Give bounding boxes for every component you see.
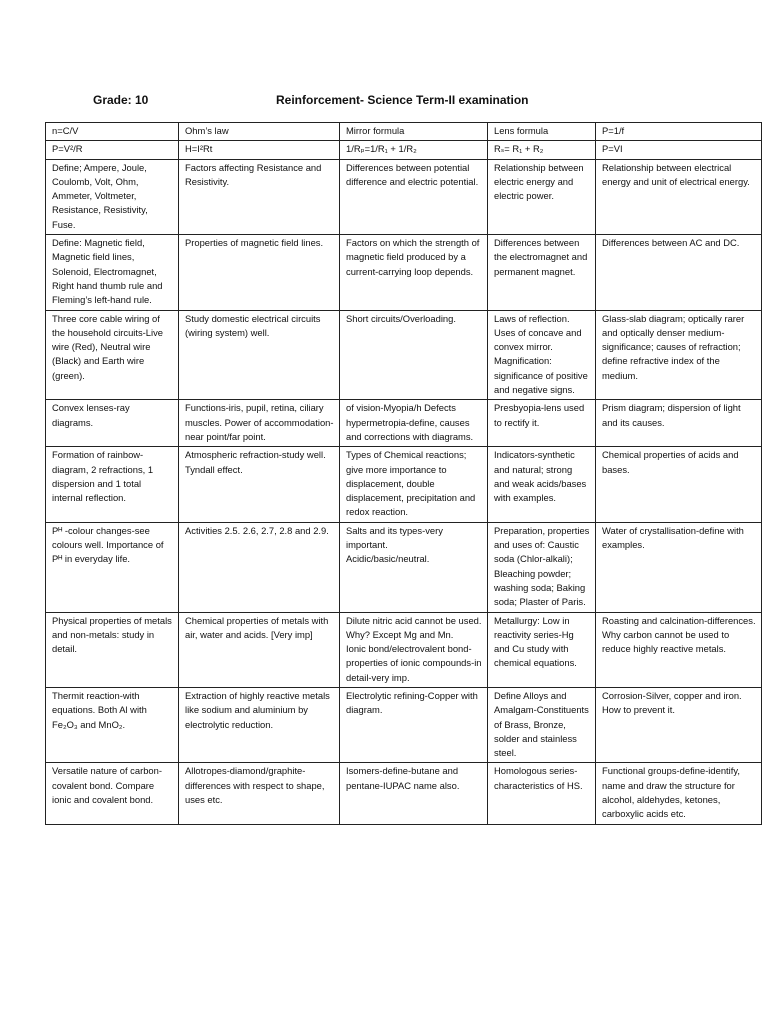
table-cell: Atmospheric refraction-study well. Tyndall effect. [179, 447, 340, 522]
table-cell: Roasting and calcination-differences. Why carbon cannot be used to reduce highly reactive metals. [596, 612, 762, 687]
table-cell: of vision-Myopia/h Defects hypermetropia-define, causes and corrections with diagrams. [340, 400, 488, 447]
table-cell: Isomers-define-butane and pentane-IUPAC name also. [340, 763, 488, 824]
table-cell: Factors on which the strength of magnetic field produced by a current-carrying loop depends. [340, 235, 488, 310]
table-cell: Short circuits/Overloading. [340, 310, 488, 400]
table-cell: Preparation, properties and uses of: Caustic soda (Chlor-alkali); Bleaching powder; washing soda; Baking soda; Plaster of Paris. [488, 522, 596, 612]
table-cell: Metallurgy: Low in reactivity series-Hg and Cu study with chemical equations. [488, 612, 596, 687]
table-cell: Dilute nitric acid cannot be used. Why? Except Mg and Mn. Ionic bond/electrovalent bond- properties of ionic compounds-in detail-very imp. [340, 612, 488, 687]
table-cell: Chemical properties of metals with air, water and acids. [Very imp] [179, 612, 340, 687]
table-row [46, 159, 762, 234]
table-cell: Homologous series-characteristics of HS. [488, 763, 596, 824]
table-cell: P=VI [596, 141, 762, 159]
table-cell: Allotropes-diamond/graphite-differences with respect to shape, uses etc. [179, 763, 340, 824]
table-cell: Water of crystallisation-define with examples. [596, 522, 762, 612]
table-cell: Relationship between electric energy and electric power. [488, 159, 596, 234]
table-cell: Versatile nature of carbon-covalent bond. Compare ionic and covalent bond. [46, 763, 179, 824]
table-cell: Laws of reflection. Uses of concave and convex mirror. Magnification: significance of positive and negative signs. [488, 310, 596, 400]
table-cell: Three core cable wiring of the household circuits-Live wire (Red), Neutral wire (Black) and Earth wire (green). [46, 310, 179, 400]
table-cell: Ohm’s law [179, 123, 340, 141]
table-cell: Relationship between electrical energy and unit of electrical energy. [596, 159, 762, 234]
table-row [46, 310, 762, 400]
table-cell: P=V²/R [46, 141, 179, 159]
table-cell: Differences between the electromagnet and permanent magnet. [488, 235, 596, 310]
table-cell: Chemical properties of acids and bases. [596, 447, 762, 522]
table-cell: Differences between AC and DC. [596, 235, 762, 310]
table-cell: Convex lenses-ray diagrams. [46, 400, 179, 447]
table-cell: Lens formula [488, 123, 596, 141]
table-cell: Physical properties of metals and non-metals: study in detail. [46, 612, 179, 687]
table-row [46, 447, 762, 522]
table-row [46, 522, 762, 612]
table-cell: Pᴴ -colour changes-see colours well. Importance of Pᴴ in everyday life. [46, 522, 179, 612]
table-row [46, 123, 762, 141]
table-row [46, 612, 762, 687]
table-cell: Thermit reaction-with equations. Both Al with Fe₂O₃ and MnO₂. [46, 687, 179, 762]
table-cell: Prism diagram; dispersion of light and its causes. [596, 400, 762, 447]
page-header [93, 93, 708, 113]
table-cell: Activities 2.5. 2.6, 2.7, 2.8 and 2.9. [179, 522, 340, 612]
table-cell: Presbyopia-lens used to rectify it. [488, 400, 596, 447]
table-row [46, 141, 762, 159]
table-cell: 1/Rₚ=1/R₁ + 1/R₂ [340, 141, 488, 159]
table-cell: Study domestic electrical circuits (wiring system) well. [179, 310, 340, 400]
table-cell: Differences between potential difference and electric potential. [340, 159, 488, 234]
table-row [46, 763, 762, 824]
table-cell: Define: Magnetic field, Magnetic field lines, Solenoid, Electromagnet, Right hand thumb rule and Fleming’s left-hand rule. [46, 235, 179, 310]
table-cell: Extraction of highly reactive metals like sodium and aluminium by electrolytic reduction. [179, 687, 340, 762]
table-cell: Define Alloys and Amalgam-Constituents of Brass, Bronze, solder and stainless steel. [488, 687, 596, 762]
table-cell: Define; Ampere, Joule, Coulomb, Volt, Ohm, Ammeter, Voltmeter, Resistance, Resistivity, Fuse. [46, 159, 179, 234]
table-cell: Types of Chemical reactions; give more importance to displacement, double displacement, precipitation and redox reaction. [340, 447, 488, 522]
table-cell: Glass-slab diagram; optically rarer and optically denser medium-significance; causes of refraction; define refractive index of the medium. [596, 310, 762, 400]
document-title: Reinforcement- Science Term-II examination [276, 93, 529, 107]
table-cell: Corrosion-Silver, copper and iron. How to prevent it. [596, 687, 762, 762]
table-cell: Properties of magnetic field lines. [179, 235, 340, 310]
table-row [46, 687, 762, 762]
table-cell: Salts and its types-very important. Acidic/basic/neutral. [340, 522, 488, 612]
table-cell: Formation of rainbow-diagram, 2 refractions, 1 dispersion and 1 total internal reflection. [46, 447, 179, 522]
syllabus-table [45, 122, 762, 825]
table-cell: Electrolytic refining-Copper with diagram. [340, 687, 488, 762]
table-cell: Factors affecting Resistance and Resistivity. [179, 159, 340, 234]
table-cell: Rₛ= R₁ + R₂ [488, 141, 596, 159]
table-row [46, 235, 762, 310]
table-cell: Functions-iris, pupil, retina, ciliary muscles. Power of accommodation-near point/far point. [179, 400, 340, 447]
grade-label: Grade: 10 [93, 93, 149, 107]
table-cell: H=I²Rt [179, 141, 340, 159]
table-cell: P=1/f [596, 123, 762, 141]
table-cell: n=C/V [46, 123, 179, 141]
table-cell: Functional groups-define-identify, name and draw the structure for alcohol, aldehydes, ketones, carboxylic acids etc. [596, 763, 762, 824]
table-row [46, 400, 762, 447]
table-cell: Indicators-synthetic and natural; strong and weak acids/bases with examples. [488, 447, 596, 522]
table-cell: Mirror formula [340, 123, 488, 141]
